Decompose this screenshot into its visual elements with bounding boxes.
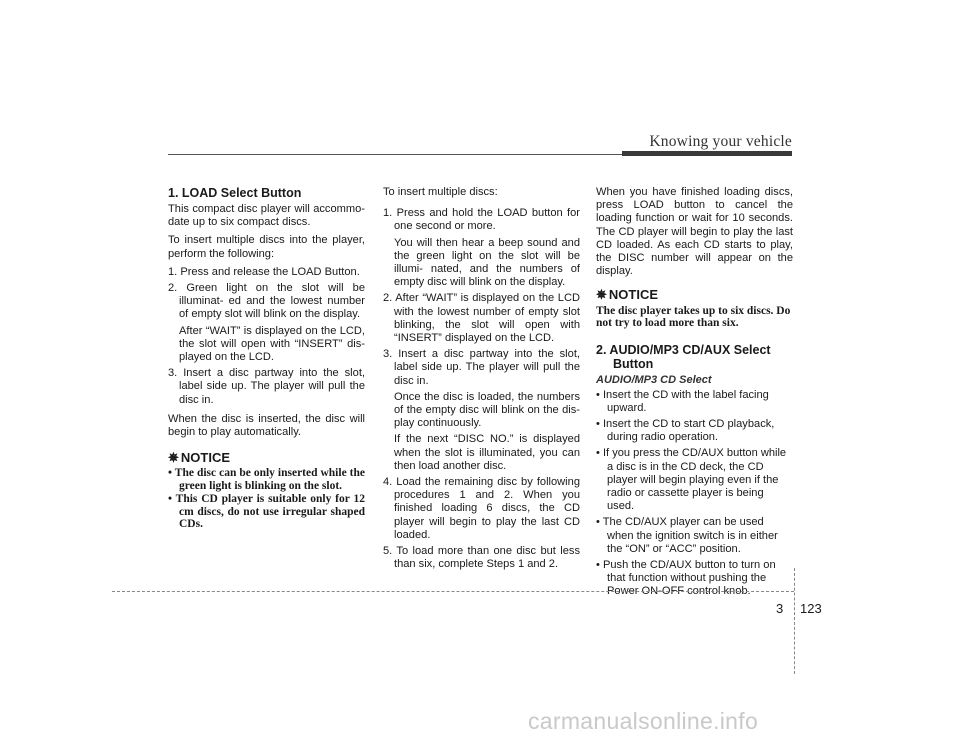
header-rule-thin [168, 154, 622, 155]
chapter-number: 3 [776, 601, 784, 616]
step-text: 1. Press and release the LOAD Button. [168, 265, 360, 278]
step-text: 5. To load more than one disc but less than six, complete Steps 1 and 2. [383, 545, 580, 571]
notice-title: NOTICE [180, 450, 231, 466]
list-item: • The disc can be only inserted while the green light is blinking on the slot. [168, 467, 365, 492]
step-text: 2. Green light on the slot will be illuminat- ed and the lowest number of empty slot will blink on the display. [168, 282, 365, 321]
step-continuation: You will then hear a beep sound and the green light on the slot will be illumi- nated, and the numbers of empty disc will blink on the display. [394, 236, 580, 289]
notice-star-icon: ✵ [596, 287, 607, 303]
list-item: • Insert the CD with the label facing upward. [596, 388, 769, 414]
page-number: 123 [800, 601, 822, 616]
list-item [383, 545, 580, 571]
paragraph: To insert multiple discs into the player, perform the following: [168, 234, 365, 260]
multi-disc-steps-list [383, 207, 580, 571]
audio-select-heading [596, 343, 793, 371]
footer-dashed-rule [112, 591, 794, 592]
notice-title: NOTICE [608, 287, 659, 303]
load-select-heading: 1. LOAD Select Button [168, 186, 302, 200]
step-text: 2. After “WAIT” is displayed on the LCD with the lowest number of empty slot blinking, the slot will open with “INSERT” displayed on the LCD. [383, 292, 580, 345]
list-item [383, 207, 580, 289]
list-item [168, 367, 365, 407]
notice-heading [596, 288, 793, 301]
notice-list [168, 467, 365, 530]
step-text: 1. Press and hold the LOAD button for one second or more. [383, 207, 580, 233]
step-continuation: Once the disc is loaded, the numbers of the empty disc will blink on the dis- play continuously. [394, 390, 580, 430]
notice-heading [168, 451, 365, 464]
audio-mp3-subheading: AUDIO/MP3 CD Select [596, 374, 712, 387]
list-item [383, 476, 580, 542]
list-item: • If you press the CD/AUX button while a disc is in the CD deck, the CD player will begin playing even if the radio or cassette player is being used. [596, 447, 787, 513]
heading-line: 2. AUDIO/MP3 CD/AUX Select [596, 343, 771, 358]
column-2 [383, 186, 580, 577]
list-item [168, 282, 365, 364]
step-continuation: After “WAIT” is displayed on the LCD, the slot will open with “INSERT” dis- played on the LCD. [179, 324, 365, 364]
paragraph: To insert multiple discs: [383, 186, 498, 198]
step-text: 3. Insert a disc partway into the slot, label side up. The player will pull the disc in. [383, 348, 580, 387]
watermark-text: carmanualsonline.info [528, 708, 759, 734]
column-1 [168, 186, 365, 531]
list-item: • The CD/AUX player can be used when the ignition switch is in either the “ON” or “ACC” position. [596, 516, 778, 555]
column-3 [596, 186, 793, 602]
list-item [383, 348, 580, 473]
heading-line: Button [613, 357, 654, 372]
notice-text: The disc player takes up to six discs. Do not try to load more than six. [596, 304, 791, 330]
section-title: Knowing your vehicle [649, 133, 792, 150]
step-text: 4. Load the remaining disc by following procedures 1 and 2. When you finished loading 6 discs, the CD player will begin to play the last CD loaded. [383, 476, 580, 541]
paragraph: When you have finished loading discs, press LOAD button to cancel the loading function or wait for 10 seconds. The CD player will begin to play the last CD loaded. As each CD starts to play, the DISC number will appear on the display. [596, 186, 793, 278]
list-item: • Push the CD/AUX button to turn on that function without pushing the Power ON-OFF control knob. [596, 559, 776, 598]
notice-star-icon: ✵ [168, 450, 179, 466]
audio-bullets-list [596, 389, 793, 599]
header-rule-thick [622, 151, 792, 156]
paragraph: When the disc is inserted, the disc will begin to play automatically. [168, 412, 365, 439]
load-steps-list [168, 266, 365, 407]
paragraph: This compact disc player will accommo- date up to six compact discs. [168, 203, 365, 229]
list-item: • Insert the CD to start CD playback, during radio operation. [596, 418, 775, 444]
step-continuation: If the next “DISC NO.” is displayed when the slot is illuminated, you can then load another disc. [394, 433, 580, 472]
step-text: 3. Insert a disc partway into the slot, label side up. The player will pull the disc in. [168, 367, 365, 406]
list-item: • This CD player is suitable only for 12 cm discs, do not use irregular shaped CDs. [168, 493, 365, 531]
list-item [383, 292, 580, 345]
list-item [168, 266, 365, 279]
footer-dashed-divider [794, 568, 795, 674]
